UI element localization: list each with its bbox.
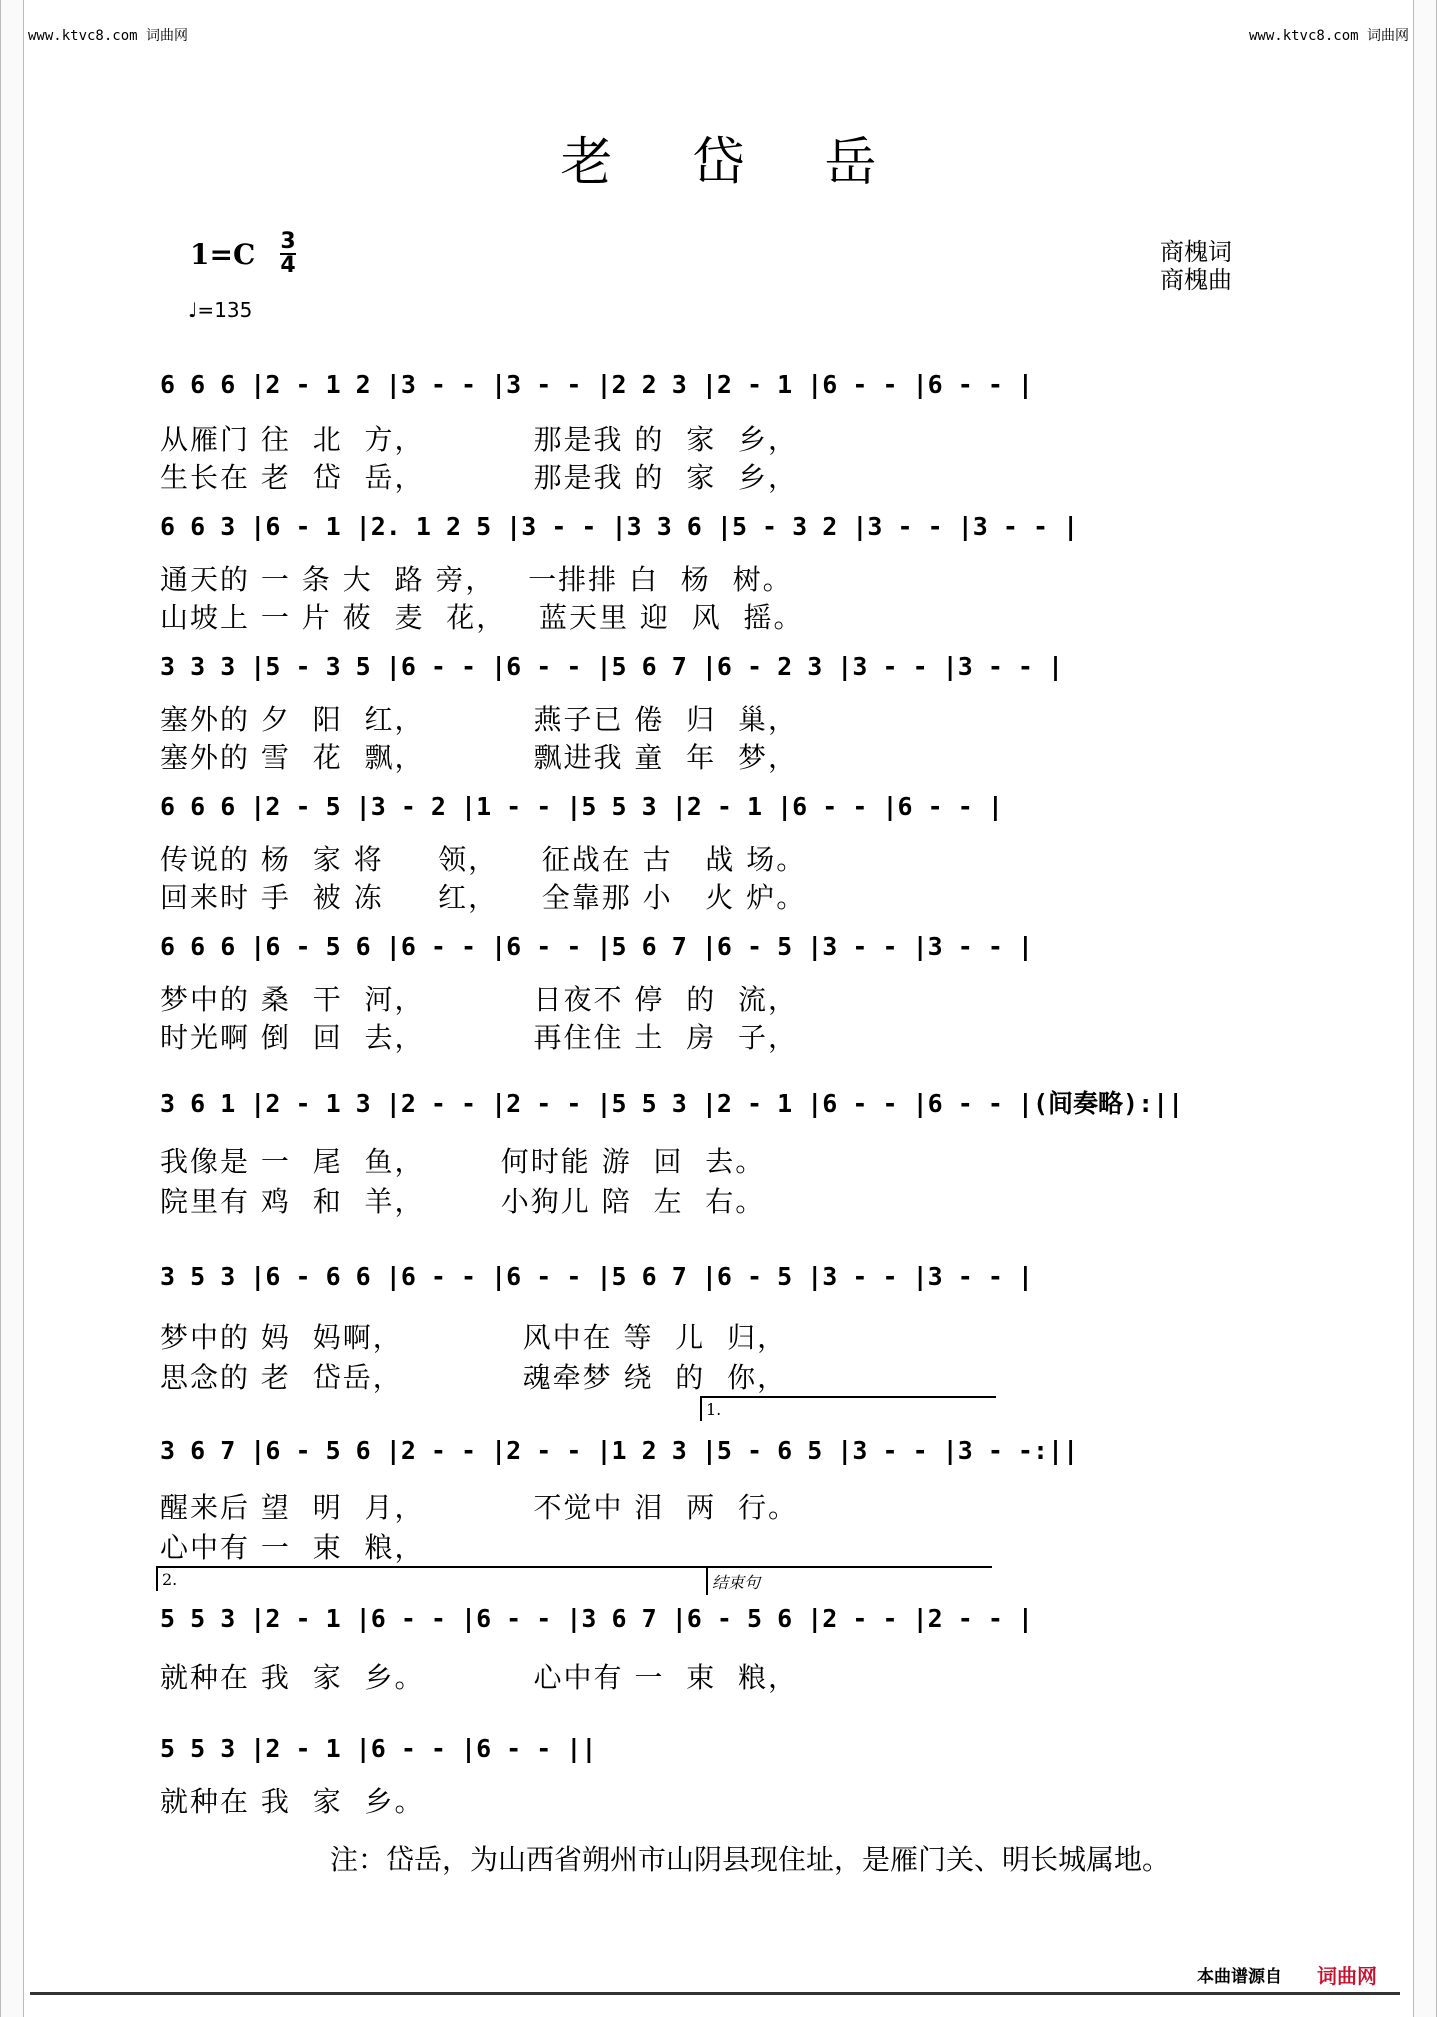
lyric-row-1-verse-1: 从雁门 往 北 方， 那是我 的 家 乡，: [160, 423, 799, 456]
lyric-row-4-verse-2: 回来时 手 被 冻 红， 全靠那 小 火 炉。: [160, 881, 807, 914]
notation-row-4: 6 6 6 |2 - 5 |3 - 2 |1 - - |5 5 3 |2 - 1 |6 - - |6 - - |: [160, 792, 1003, 821]
song-title: 老岱岳: [560, 133, 957, 193]
lyric-row-3-verse-2: 塞外的 雪 花 飘， 飘进我 童 年 梦，: [160, 741, 799, 774]
lyric-row-5-verse-1: 梦中的 桑 干 河， 日夜不 停 的 流，: [160, 983, 799, 1016]
notation-row-7: 3 5 3 |6 - 6 6 |6 - - |6 - - |5 6 7 |6 - 5 |3 - - |3 - - |: [160, 1262, 1033, 1291]
lyric-row-2-verse-2: 山坡上 一 片 莜 麦 花， 蓝天里 迎 风 摇。: [160, 601, 804, 634]
header-right-url[interactable]: www.ktvc8.com 词曲网: [1248, 28, 1409, 44]
lyric-row-7-verse-2: 思念的 老 岱岳， 魂牵梦 绕 的 你，: [160, 1361, 788, 1394]
lyric-row-4-verse-1: 传说的 杨 家 将 领， 征战在 古 战 场。: [160, 843, 807, 876]
footnote: 注：岱岳，为山西省朔州市山阴县现住址，是雁门关、明长城属地。: [330, 1843, 1171, 1876]
second-ending-bracket: 2.: [156, 1566, 712, 1591]
notation-row-3: 3 3 3 |5 - 3 5 |6 - - |6 - - |5 6 7 |6 - 2 3 |3 - - |3 - - |: [160, 652, 1064, 681]
notation-row-5: 6 6 6 |6 - 5 6 |6 - - |6 - - |5 6 7 |6 - 5 |3 - - |3 - - |: [160, 932, 1033, 961]
notation-row-1: 6 6 6 |2 - 1 2 |3 - - |3 - - |2 2 3 |2 - 1 |6 - - |6 - - |: [160, 370, 1033, 399]
meter-numerator: 3: [280, 229, 296, 254]
header-left-url[interactable]: www.ktvc8.com 词曲网: [28, 28, 189, 44]
coda-bracket: 结束句: [706, 1566, 992, 1595]
notation-row-9: 5 5 3 |2 - 1 |6 - - |6 - - |3 6 7 |6 - 5 6 |2 - - |2 - - |: [160, 1604, 1033, 1633]
lyric-row-2-verse-1: 通天的 一 条 大 路 旁， 一排排 白 杨 树。: [160, 563, 793, 596]
lyric-row-5-verse-2: 时光啊 倒 回 去， 再住住 土 房 子，: [160, 1021, 799, 1054]
first-ending-bracket: 1.: [700, 1396, 996, 1421]
lyric-row-9-verse-1: 就种在 我 家 乡。 心中有 一 束 粮，: [160, 1661, 799, 1694]
lyric-row-10-verse-1: 就种在 我 家 乡。: [160, 1785, 425, 1818]
footer-rule: [30, 1992, 1400, 1995]
left-margin-strip: [0, 0, 24, 2017]
notation-row-10: 5 5 3 |2 - 1 |6 - - |6 - - ||: [160, 1734, 597, 1763]
lyric-row-6-verse-1: 我像是 一 尾 鱼， 何时能 游 回 去。: [160, 1145, 766, 1178]
meter-denominator: 4: [280, 253, 296, 278]
lyric-row-8-verse-2: 心中有 一 束 粮，: [160, 1531, 425, 1564]
lyric-row-6-verse-2: 院里有 鸡 和 羊， 小狗儿 陪 左 右。: [160, 1185, 766, 1218]
notation-row-2: 6 6 3 |6 - 1 |2. 1 2 5 |3 - - |3 3 6 |5 - 3 2 |3 - - |3 - - |: [160, 512, 1079, 541]
composer-credit: 商槐曲: [1160, 266, 1232, 294]
tempo-marking: ♩=135: [188, 298, 253, 322]
lyric-row-8-verse-1: 醒来后 望 明 月， 不觉中 泪 两 行。: [160, 1491, 799, 1524]
lyric-row-1-verse-2: 生长在 老 岱 岳， 那是我 的 家 乡，: [160, 461, 799, 494]
notation-row-6: 3 6 1 |2 - 1 3 |2 - - |2 - - |5 5 3 |2 - 1 |6 - - |6 - - |(间奏略):||: [160, 1089, 1184, 1118]
notation-row-8: 3 6 7 |6 - 5 6 |2 - - |2 - - |1 2 3 |5 - 6 5 |3 - - |3 - -:||: [160, 1436, 1079, 1465]
lyric-row-3-verse-1: 塞外的 夕 阳 红， 燕子已 倦 归 巢，: [160, 703, 799, 736]
key-signature: 1=C: [190, 238, 256, 271]
lyric-row-7-verse-1: 梦中的 妈 妈啊， 风中在 等 儿 归，: [160, 1321, 788, 1354]
lyricist-credit: 商槐词: [1160, 238, 1232, 266]
footer-logo[interactable]: 词曲网: [1317, 1964, 1377, 1988]
right-margin-strip: [1413, 0, 1437, 2017]
time-signature: [280, 229, 296, 278]
footer-source-label: 本曲谱源自: [1197, 1967, 1282, 1987]
